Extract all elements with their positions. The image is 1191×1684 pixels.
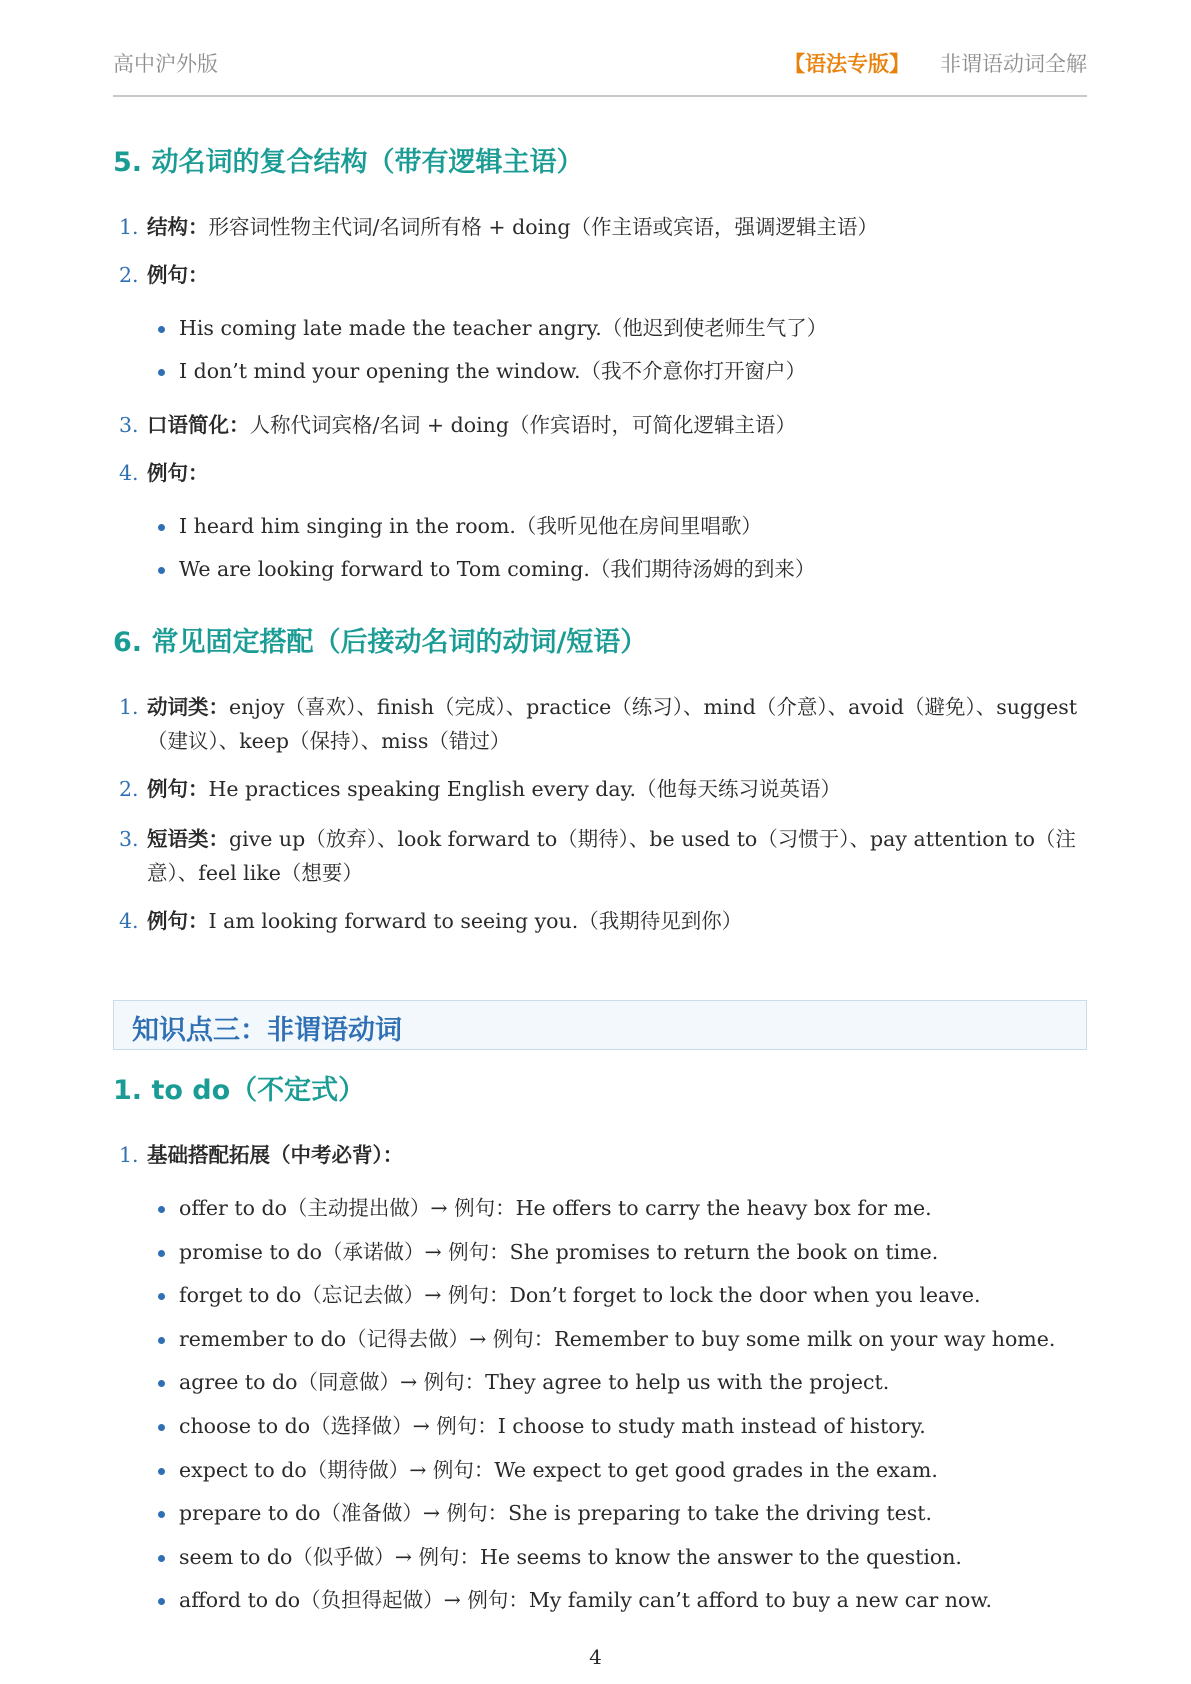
section5-heading: 5. 动名词的复合结构（带有逻辑主语） <box>113 147 584 178</box>
list-item <box>155 354 1095 388</box>
item-number: 1. <box>119 1143 139 1167</box>
section6-item-4 <box>113 904 1087 938</box>
collocation-text: promise to do（承诺做）→ 例句：She promises to return the book on time. <box>179 1239 939 1264</box>
list-item <box>155 1409 1095 1443</box>
section5-item-1 <box>113 210 1087 244</box>
bullet-icon <box>158 1337 165 1344</box>
bullet-icon <box>158 1424 165 1431</box>
item-number: 1. <box>119 695 139 719</box>
header-tag: 【语法专版】 <box>784 51 910 76</box>
collocation-text: prepare to do（准备做）→ 例句：She is preparing to take the driving test. <box>179 1501 933 1526</box>
bullet-icon <box>158 1598 165 1605</box>
bullet-icon <box>158 1380 165 1387</box>
list-item <box>155 1583 1095 1617</box>
item-number: 2. <box>119 777 139 801</box>
item-number: 3. <box>119 413 139 437</box>
bullet-icon <box>158 1206 165 1213</box>
section5-item-4 <box>113 456 1087 490</box>
list-item <box>155 1235 1095 1269</box>
list-item <box>155 311 1095 345</box>
example-text: We are looking forward to Tom coming.（我们期待汤姆的到来） <box>179 557 816 581</box>
section6-item-1 <box>113 690 1087 758</box>
section6-heading: 6. 常见固定搭配（后接动名词的动词/短语） <box>113 627 648 658</box>
header-left-title: 高中沪外版 <box>113 52 218 76</box>
collocation-text: expect to do（期待做）→ 例句：We expect to get good grades in the exam. <box>179 1457 938 1482</box>
bullet-icon <box>158 567 165 574</box>
item-text: 人称代词宾格/名词 + doing（作宾语时，可简化逻辑主语） <box>249 413 796 437</box>
item-label: 例句： <box>147 461 209 485</box>
item-label: 例句： <box>147 777 209 801</box>
item-number: 1. <box>119 215 139 239</box>
list-item <box>155 509 1095 543</box>
bullet-icon <box>158 1468 165 1475</box>
item-text: 形容词性物主代词/名词所有格 + doing（作主语或宾语，强调逻辑主语） <box>208 215 878 239</box>
page-header <box>113 40 1087 97</box>
header-right-title: 非谓语动词全解 <box>940 52 1087 76</box>
bullet-icon <box>158 1293 165 1300</box>
list-item <box>155 1496 1095 1530</box>
list-item <box>155 1278 1095 1312</box>
item-text: I am looking forward to seeing you.（我期待见到你） <box>208 909 743 933</box>
collocation-text: afford to do（负担得起做）→ 例句：My family can’t afford to buy a new car now. <box>179 1588 992 1613</box>
item-number: 3. <box>119 827 139 851</box>
todo-bullets <box>155 1191 1095 1617</box>
section5-item-2 <box>113 258 1087 292</box>
item-text: enjoy（喜欢）、finish（完成）、practice（练习）、mind（介意）、avoid（避免）、suggest（建议）、keep（保持）、miss（错过） <box>147 695 1078 753</box>
item-label: 基础搭配拓展（中考必背）： <box>147 1143 404 1167</box>
bullet-icon <box>158 1555 165 1562</box>
collocation-text: offer to do（主动提出做）→ 例句：He offers to carry the heavy box for me. <box>179 1196 932 1220</box>
collocation-text: choose to do（选择做）→ 例句：I choose to study math instead of history. <box>179 1413 926 1438</box>
collocation-text: seem to do（似乎做）→ 例句：He seems to know the answer to the question. <box>179 1544 962 1569</box>
item-number: 4. <box>119 461 139 485</box>
bullet-icon <box>158 1511 165 1518</box>
collocation-text: forget to do（忘记去做）→ 例句：Don’t forget to lock the door when you leave. <box>179 1283 981 1308</box>
item-label: 口语简化： <box>147 413 250 437</box>
section5-item-3 <box>113 408 1087 442</box>
todo-heading: 1. to do（不定式） <box>113 1075 366 1106</box>
example-text: His coming late made the teacher angry.（他迟到使老师生气了） <box>179 316 828 340</box>
item-label: 例句： <box>147 909 209 933</box>
list-item <box>155 1540 1095 1574</box>
todo-item-1 <box>113 1138 1087 1172</box>
item-label: 动词类： <box>147 695 229 719</box>
item-number: 4. <box>119 909 139 933</box>
section5-examples-a <box>155 311 1095 388</box>
section5-examples-b <box>155 509 1095 586</box>
section6-item-3 <box>113 822 1087 890</box>
bullet-icon <box>158 524 165 531</box>
collocation-text: agree to do（同意做）→ 例句：They agree to help us with the project. <box>179 1370 890 1395</box>
collocation-text: remember to do（记得去做）→ 例句：Remember to buy some milk on your way home. <box>179 1326 1056 1351</box>
item-label: 短语类： <box>147 827 229 851</box>
item-label: 结构： <box>147 215 209 239</box>
list-item <box>155 1322 1095 1356</box>
list-item <box>155 1365 1095 1399</box>
knowledge-point-banner <box>113 1000 1087 1050</box>
bullet-icon <box>158 1250 165 1257</box>
knowledge-point-title: 知识点三：非谓语动词 <box>132 1015 402 1046</box>
bullet-icon <box>158 369 165 376</box>
section6-item-2 <box>113 772 1087 806</box>
list-item <box>155 552 1095 586</box>
item-text: He practices speaking English every day.（他每天练习说英语） <box>208 777 842 801</box>
page-number: 4 <box>589 1645 602 1669</box>
example-text: I don’t mind your opening the window.（我不介意你打开窗户） <box>179 359 807 383</box>
item-number: 2. <box>119 263 139 287</box>
list-item <box>155 1191 1095 1225</box>
header-right <box>784 48 1087 78</box>
example-text: I heard him singing in the room.（我听见他在房间里唱歌） <box>179 514 762 538</box>
list-item <box>155 1453 1095 1487</box>
item-text: give up（放弃）、look forward to（期待）、be used to（习惯于）、pay attention to（注意）、feel like（想要） <box>147 827 1076 885</box>
bullet-icon <box>158 326 165 333</box>
item-label: 例句： <box>147 263 209 287</box>
